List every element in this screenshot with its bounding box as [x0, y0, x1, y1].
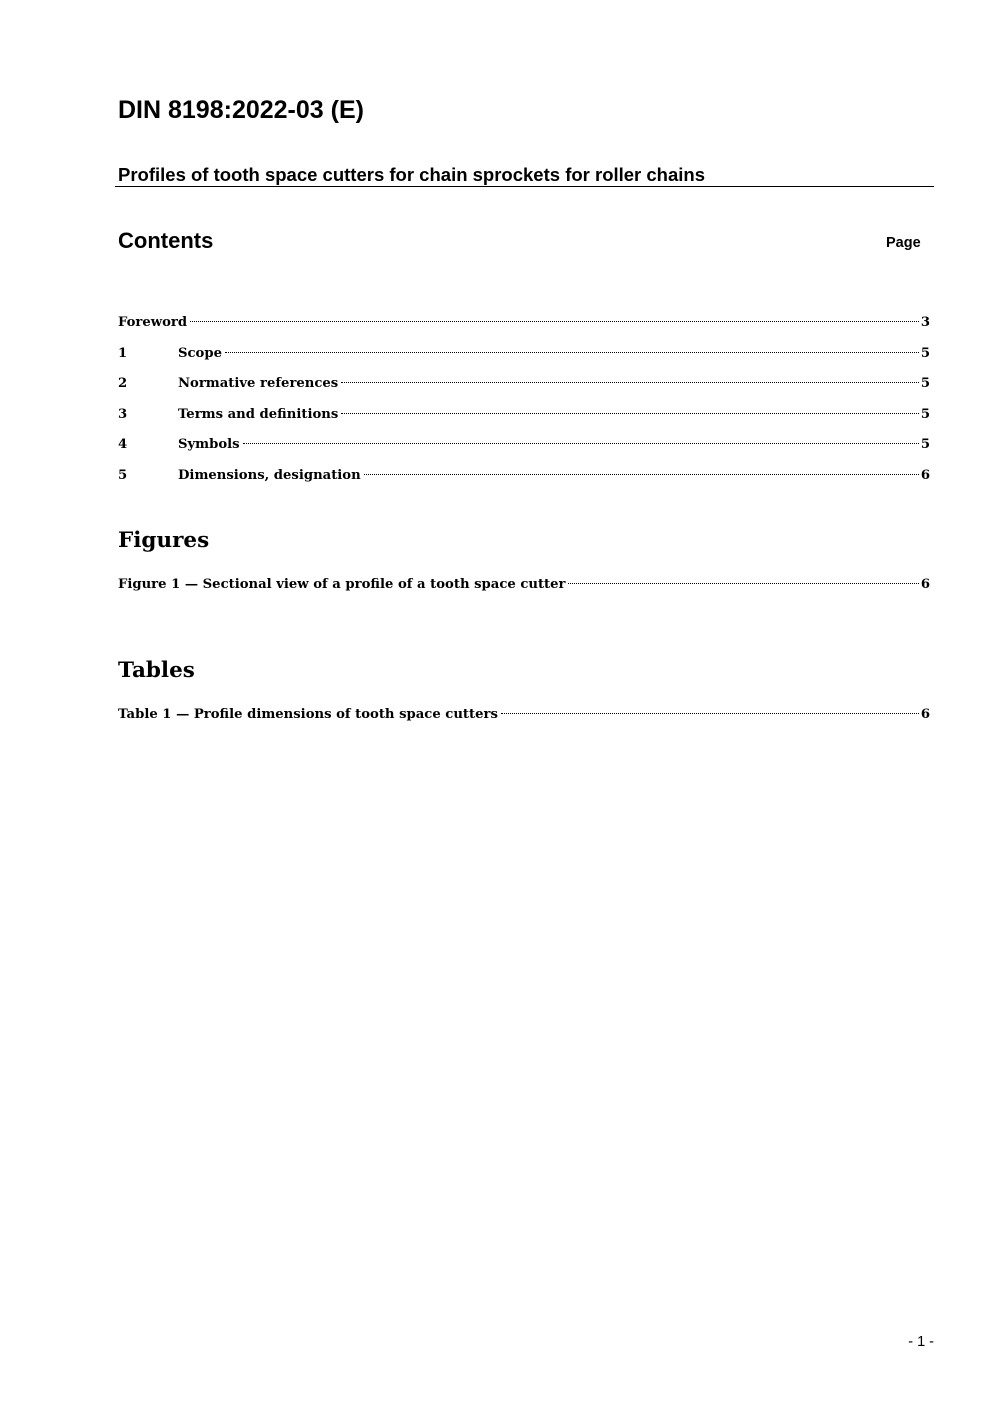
- toc-entry-number: 4: [118, 437, 128, 453]
- toc-dot-leader: [341, 382, 919, 383]
- toc-dot-leader: [225, 352, 919, 353]
- contents-list: [118, 312, 930, 496]
- figure-entry-1[interactable]: [118, 574, 930, 605]
- toc-entry-dimensions-designation[interactable]: [118, 465, 930, 496]
- toc-entry-page: 5: [920, 437, 930, 453]
- table-entry-page: 6: [920, 707, 930, 722]
- figures-list: [118, 574, 930, 605]
- toc-entry-title: Dimensions, designation: [178, 467, 361, 483]
- table-entry-title: Table 1 — Profile dimensions of tooth space cutters: [118, 707, 498, 722]
- figure-entry-page: 6: [920, 577, 930, 592]
- toc-entry-title: Symbols: [178, 437, 240, 453]
- toc-entry-title: Foreword: [118, 315, 188, 330]
- toc-dot-leader: [243, 443, 919, 444]
- figures-heading: Figures: [118, 528, 210, 553]
- page-number: - 1 -: [908, 1334, 934, 1350]
- contents-heading: Contents: [118, 228, 214, 253]
- toc-entry-scope[interactable]: [118, 343, 930, 374]
- toc-dot-leader: [364, 474, 919, 475]
- toc-entry-page: 6: [920, 467, 930, 483]
- document-title: Profiles of tooth space cutters for chain sprockets for roller chains: [118, 164, 706, 185]
- figure-entry-title: Figure 1 — Sectional view of a profile of a tooth space cutter: [118, 577, 566, 592]
- toc-entry-page: 5: [920, 376, 930, 392]
- toc-entry-number: 2: [118, 376, 128, 392]
- toc-dot-leader: [190, 321, 919, 322]
- toc-dot-leader: [568, 583, 918, 584]
- table-entry-1[interactable]: [118, 704, 930, 735]
- tables-list: [118, 704, 930, 735]
- toc-entry-title: Scope: [178, 345, 222, 361]
- toc-entry-number: 1: [118, 345, 128, 361]
- toc-entry-title: Terms and definitions: [178, 406, 339, 422]
- toc-entry-number: 3: [118, 406, 128, 422]
- toc-entry-symbols[interactable]: [118, 434, 930, 465]
- toc-entry-title: Normative references: [178, 376, 339, 392]
- title-underline: [115, 186, 934, 187]
- toc-entry-normative-references[interactable]: [118, 373, 930, 404]
- page-column-label: Page: [886, 235, 921, 251]
- toc-dot-leader: [501, 713, 919, 714]
- toc-entry-terms-and-definitions[interactable]: [118, 404, 930, 435]
- tables-heading: Tables: [118, 658, 195, 683]
- toc-dot-leader: [341, 413, 919, 414]
- toc-entry-page: 5: [920, 345, 930, 361]
- toc-entry-page: 3: [920, 315, 930, 330]
- toc-entry-number: 5: [118, 467, 128, 483]
- toc-entry-page: 5: [920, 406, 930, 422]
- document-id: DIN 8198:2022-03 (E): [118, 96, 364, 124]
- toc-entry-foreword[interactable]: [118, 312, 930, 343]
